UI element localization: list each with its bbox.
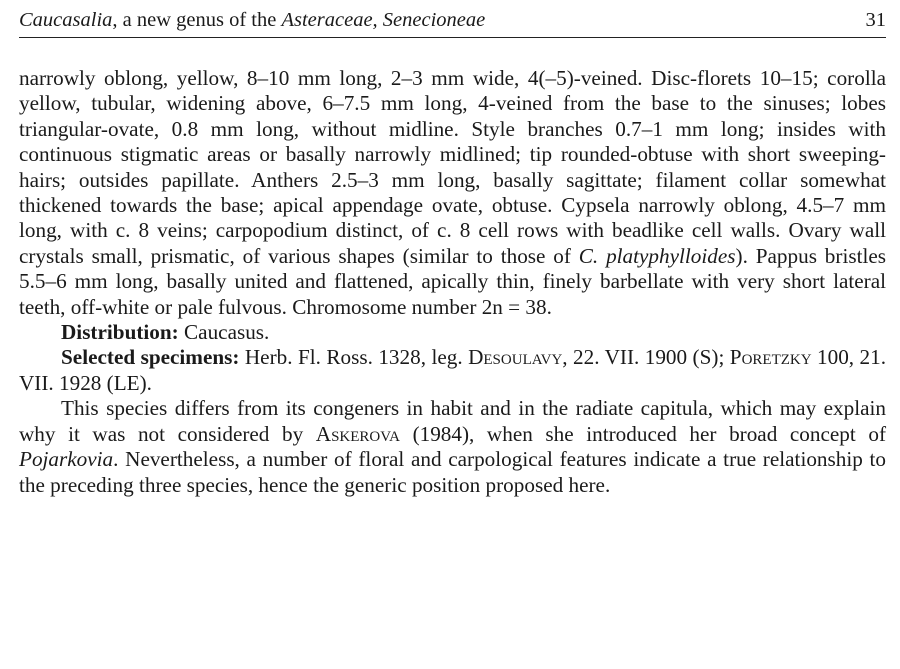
description-text-2: ). Pappus bristles 5.5–6 mm long, basally united and flattened, apically thin, finely barbellate with very short lateral teeth, off-white or pale fulvous. Chromosome number 2n = 38.: [19, 243, 886, 319]
running-title: [19, 6, 485, 34]
description-text-1: narrowly oblong, yellow, 8–10 mm long, 2–3 mm wide, 4(–5)-veined. Disc-florets 10–15; corolla yellow, tubular, widening above, 6–7.5 mm long, 4-veined from the base to the sinuses; lobes triangular-ovate, 0.8 mm long, without midline. Style branches 0.7–1 mm long; insides with continuous stigmatic areas or basally narrowly midlined; tip rounded-obtuse with short sweeping-hairs; outsides papillate. Anthers 2.5–3 mm long, basally sagittate; filament collar somewhat thickened towards the base; apical appendage ovate, obtuse. Cypsela narrowly oblong, 4.5–7 mm long, with c. 8 veins; carpopodium distinct, of c. 8 cell rows with beadlike cell walls. Ovary wall crystals small, prismatic, of various shapes (similar to those of: [19, 66, 886, 268]
discussion-paragraph: [19, 396, 886, 498]
header-rule: [19, 37, 886, 38]
distribution-label: Distribution:: [61, 320, 179, 345]
discussion-text-3: . Nevertheless, a number of floral and carpological features indicate a true relationship to the preceding three species, hence the generic position proposed here.: [19, 447, 886, 497]
discussion-text-2: (1984), when she introduced her broad concept of: [399, 421, 887, 446]
specimens-text-1: Herb. Fl. Ross. 1328, leg.: [239, 345, 469, 370]
specimens-text-2: , 22. VII. 1900 (S);: [562, 345, 730, 370]
distribution-text: Caucasus.: [178, 320, 270, 345]
running-header: [19, 6, 886, 34]
running-title-genus: Caucasalia: [19, 9, 113, 31]
species-name: C. platyphylloides: [578, 243, 736, 268]
running-title-tribe: Asteraceae, Senecioneae: [281, 9, 486, 31]
page-number: 31: [865, 9, 886, 31]
discussion-text-1: This species differs from its congeners in habit and in the radiate capitula, which may explain why it was not considered by: [19, 396, 886, 446]
collector-poretzky: Poretzky: [729, 345, 812, 370]
description-paragraph: [19, 66, 886, 320]
running-title-middle: , a new genus of the: [112, 9, 282, 31]
author-askerova: Askerova: [315, 421, 400, 446]
specimens-paragraph: [19, 345, 886, 396]
collector-desoulavy: Desoulavy: [468, 345, 563, 370]
specimens-text-3: 100, 21. VII. 1928 (LE).: [19, 345, 887, 395]
genus-pojarkovia: Pojarkovia: [19, 447, 114, 472]
distribution-paragraph: [19, 320, 886, 345]
specimens-label: Selected specimens:: [61, 345, 240, 370]
article-body: [19, 66, 886, 498]
